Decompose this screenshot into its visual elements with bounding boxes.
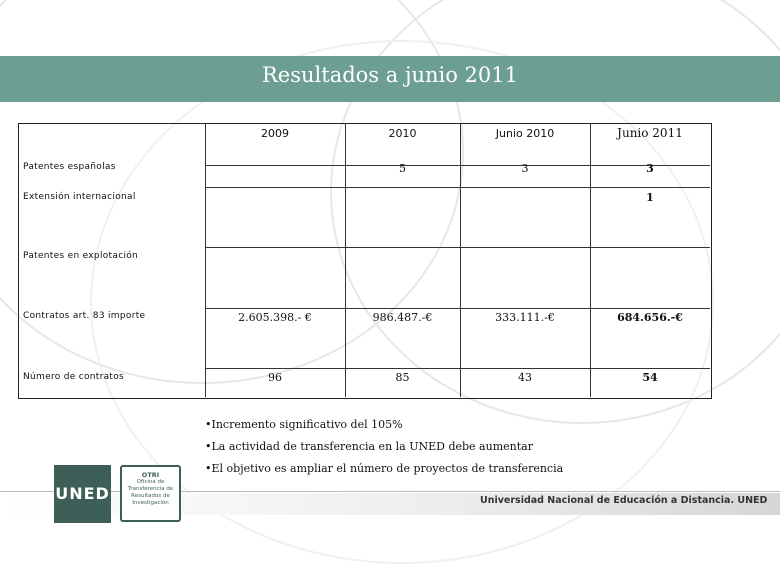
results-table <box>18 123 712 399</box>
table-cell: 333.111.-€ <box>495 311 555 324</box>
table-cell: 1 <box>646 191 654 204</box>
table-cell: 96 <box>268 371 282 384</box>
table-divider <box>205 247 710 248</box>
table-cell: 986.487.-€ <box>372 311 433 324</box>
bullet-list <box>205 414 563 480</box>
footer-university-name: Universidad Nacional de Educación a Distancia. UNED <box>480 495 768 506</box>
table-divider <box>205 368 710 369</box>
row-label: Patentes españolas <box>23 162 116 172</box>
otri-logo <box>120 465 181 522</box>
column-header: Junio 2010 <box>495 127 555 140</box>
table-cell: 54 <box>642 371 658 384</box>
table-cell: 3 <box>521 162 529 175</box>
table-cell: 43 <box>518 371 532 384</box>
otri-logo-text: Oficina de Transferencia de Resultados de Investigación <box>127 479 174 506</box>
uned-logo: UNED <box>54 465 111 523</box>
column-header: Junio 2011 <box>617 126 683 140</box>
table-cell: 2.605.398.- € <box>238 311 312 324</box>
row-label: Número de contratos <box>23 372 125 382</box>
footer-divider <box>0 491 780 492</box>
table-cell: 5 <box>399 162 406 175</box>
bullet-item: •La actividad de transferencia en la UNED debe aumentar <box>205 440 533 453</box>
table-divider <box>205 187 710 188</box>
column-header: 2009 <box>261 127 289 140</box>
otri-logo-title: OTRI <box>141 471 160 479</box>
row-label: Contratos art. 83 importe <box>23 311 146 321</box>
table-cell: 3 <box>646 162 654 175</box>
table-divider <box>205 308 710 309</box>
row-label: Extensión internacional <box>23 192 136 202</box>
table-cell: 85 <box>395 371 410 384</box>
row-label: Patentes en explotación <box>23 251 139 261</box>
column-header: 2010 <box>388 127 417 140</box>
slide-title: Resultados a junio 2011 <box>262 63 518 87</box>
table-cell: 684.656.-€ <box>617 311 683 324</box>
bullet-item: •El objetivo es ampliar el número de proyectos de transferencia <box>205 462 564 475</box>
bullet-item: •Incremento significativo del 105% <box>205 418 403 431</box>
